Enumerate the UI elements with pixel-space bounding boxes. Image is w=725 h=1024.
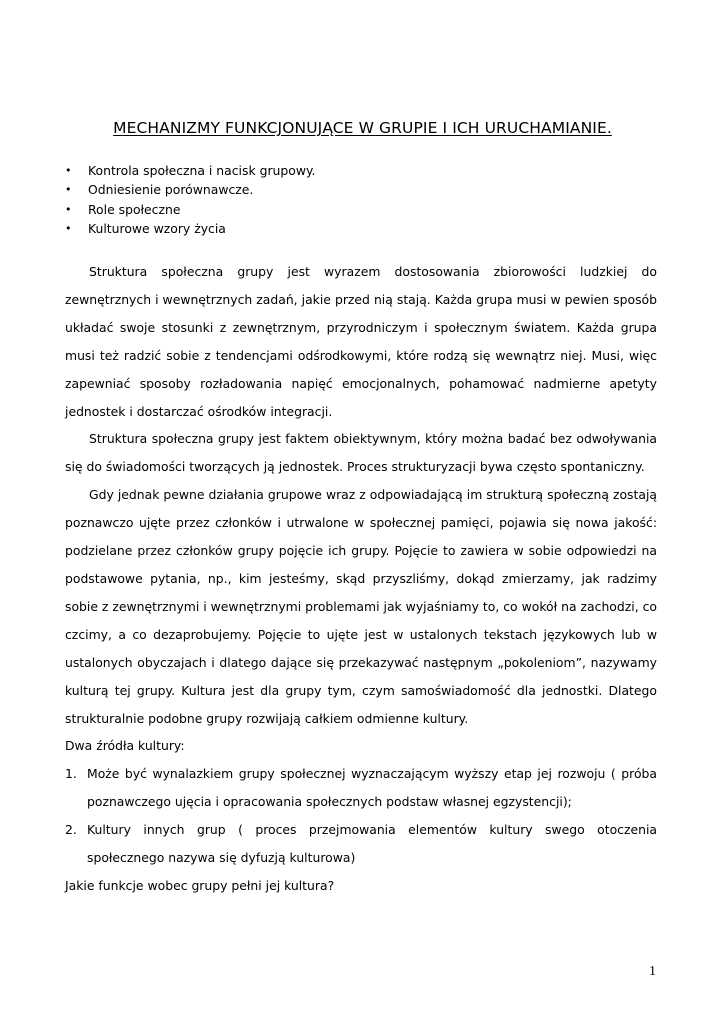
bullet-text: Role społeczne xyxy=(88,201,181,217)
list-number: 1. xyxy=(65,766,77,782)
list-text: Może być wynalazkiem grupy społecznej wyznaczającym wyższy etap jej rozwoju ( próba poznawczego ujęcia i opracowania społecznych podstaw własnej egzystencji); xyxy=(87,766,657,810)
document-body xyxy=(65,258,657,900)
bullet-text: Odniesienie porównawcze. xyxy=(88,182,254,198)
bullet-dot-icon: • xyxy=(65,183,72,197)
list-number: 2. xyxy=(65,822,77,838)
page-number: 1 xyxy=(649,964,656,979)
bullet-item xyxy=(64,161,315,180)
document-title: MECHANIZMY FUNKCJONUJĄCE W GRUPIE I ICH URUCHAMIANIE. xyxy=(113,119,612,137)
paragraph: Gdy jednak pewne działania grupowe wraz z odpowiadającą im strukturą społeczną zostają poznawczo ujęte przez członków i utrwalone w społecznej pamięci, pojawia się nowa jakość: podzielane przez członków grupy pojęcie ich grupy. Pojęcie to zawiera w sobie odpowiedzi na podstawowe pytania, np., kim jesteśmy, skąd przyszliśmy, dokąd zmierzamy, jak radzimy sobie z zewnętrznymi i wewnętrznymi problemami jak wyjaśniamy to, co wokół na zachodzi, co czcimy, a co dezaprobujemy. Pojęcie to ujęte jest w ustalonych tekstach językowych lub w ustalonych obyczajach i dlatego dające się przekazywać następnym „pokoleniom”, nazywamy kulturą tej grupy. Kultura jest dla grupy tym, czym samoświadomość dla jednostki. Dlatego strukturalnie podobne grupy rozwijają całkiem odmienne kultury. xyxy=(65,487,657,726)
bullet-dot-icon: • xyxy=(65,221,72,235)
paragraph: Struktura społeczna grupy jest faktem obiektywnym, który można badać bez odwoływania się do świadomości tworzących ją jednostek. Proces strukturyzacji bywa często spontaniczny. xyxy=(65,431,657,475)
bullet-dot-icon: • xyxy=(65,202,72,216)
bullet-item xyxy=(64,219,315,238)
list-item xyxy=(65,760,657,816)
bullet-text: Kontrola społeczna i nacisk grupowy. xyxy=(88,163,316,178)
sources-heading: Dwa źródła kultury: xyxy=(65,738,185,754)
bullet-item xyxy=(64,200,315,219)
bullet-item xyxy=(64,180,315,199)
paragraph: Struktura społeczna grupy jest wyrazem dostosowania zbiorowości ludzkiej do zewnętrznych i wewnętrznych zadań, jakie przed nią stają. Każda grupa musi w pewien sposób układać swoje stosunki z zewnętrznym, przyrodniczym i społecznym światem. Każda grupa musi też radzić sobie z tendencjami odśrodkowymi, które rodzą się wewnątrz niej. Musi, więc zapewniać sposoby rozładowania napięć emocjonalnych, pohamować nadmierne apetyty jednostek i dostarczać ośrodków integracji. xyxy=(65,264,657,419)
list-item xyxy=(65,816,657,872)
bullet-list xyxy=(64,161,315,238)
list-text: Kultury innych grup ( proces przejmowania elementów kultury swego otoczenia społecznego nazywa się dyfuzją kulturowa) xyxy=(87,822,657,866)
closing-question: Jakie funkcje wobec grupy pełni jej kultura? xyxy=(65,877,335,893)
bullet-dot-icon: • xyxy=(65,164,72,177)
sources-list xyxy=(65,760,657,872)
bullet-text: Kulturowe wzory życia xyxy=(88,220,226,236)
